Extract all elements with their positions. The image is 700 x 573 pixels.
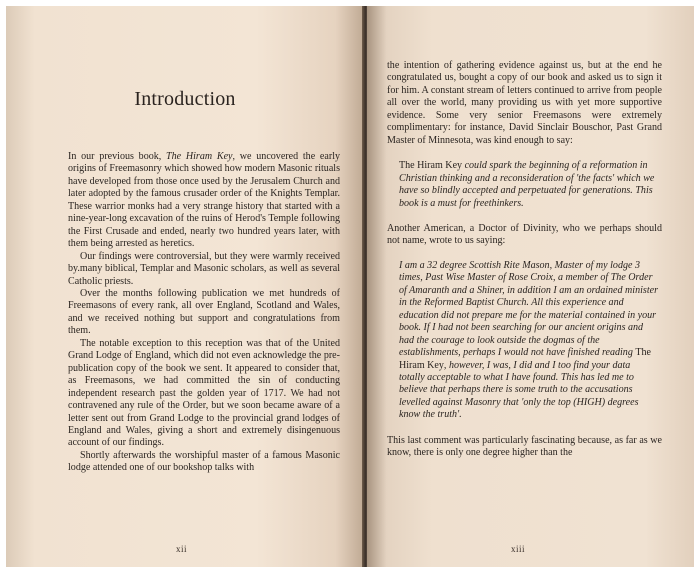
paragraph-5: Shortly afterwards the worshipful master of a famous Masonic lodge attended one of our bookshop talks with <box>68 449 340 474</box>
quote-divinity-book-title: The Hiram Key <box>399 347 651 371</box>
paragraph-3: Over the months following publication we met hundreds of Freemasons of every rank, all over England, Scotland and Wales, and we received nothing but support and congratulations from them. <box>68 287 340 337</box>
book-title-italic: The Hiram Key <box>166 151 233 162</box>
right-body-text <box>387 60 662 460</box>
book-spread <box>6 6 694 567</box>
paragraph-4: The notable exception to this reception was that of the United Grand Lodge of England, which did not even acknowledge the pre-publication copy of the book we sent. It appeared to consider that, as Freemasons, we had committed the sin of conducting independent research past the golden year of 1717. We had not contravened any rule of the Order, but we soon became aware of a letter sent out from Grand Lodge to the provincial grand lodges of England and Wales, giving a short and extremely disingenuous account of our findings. <box>68 337 340 449</box>
right-paragraph-2: Another American, a Doctor of Divinity, who we perhaps should not name, wrote to us saying: <box>387 222 662 247</box>
paragraph-1 <box>68 151 340 251</box>
chapter-title: Introduction <box>134 88 236 110</box>
quote-bouschor <box>387 160 662 210</box>
left-page <box>6 6 364 567</box>
paragraph-2: Our findings were controversial, but they were warmly received by.many biblical, Templar and Masonic scholars, as well as several Catholic priests. <box>68 250 340 287</box>
quote-bouschor-text: could spark the beginning of a reformation in Christian thinking and a reconsideration of 'the facts' which we have so blindly accepted and perpetuated for generations. This book is a must for freethinkers. <box>399 160 655 209</box>
quote-book-title: The Hiram Key <box>399 160 463 172</box>
left-page-number: xii <box>176 544 188 554</box>
right-page <box>367 6 694 567</box>
paragraph-1-start: In our previous book, <box>68 151 167 162</box>
quote-divinity-part-1: I am a 32 degree Scottish Rite Mason, Master of my lodge 3 times, Past Wise Master of Rose Croix, a member of The Order of Amaranth and a Shiner, in addition I am an ordained minister in the Reformed Baptist Church. All this experience and education did not prepare me for the material contained in your book. If I had not been searching for our ancient origins and had the courage to look outside the dogmas of the establishments, perhaps I would not have finished reading <box>399 259 658 359</box>
quote-divinity-part-2: , however, I was, I did and I too find your data totally acceptable to what I have found. This has led me to believe that perhaps there is some truth to the accusations levelled against Masonry that 'only the top (HIGH) degrees know the truth'. <box>399 359 639 421</box>
right-page-number: xiii <box>511 544 526 554</box>
left-body-text <box>68 151 340 475</box>
right-paragraph-3: This last comment was particularly fascinating because, as far as we know, there is only one degree higher than the <box>387 434 662 459</box>
paragraph-1-rest: , we uncovered the early origins of Freemasonry which showed how modern Masonic rituals have developed from those once used by the Jerusalem Church and later adopted by the famous crusader order of the Knights Templar. These warrior monks had a very strange history that started with a nine-year-long excavation of the ruins of Herod's Temple following the First Crusade and ended, nearly two hundred years later, with them being arrested as heretics. <box>68 151 341 250</box>
quote-divinity-doctor <box>387 260 662 422</box>
right-paragraph-1: the intention of gathering evidence against us, but at the end he congratulated us, bought a copy of our book and asked us to sign it for him. A constant stream of letters continued to arrive from people all over the world, many providing us with yet more supportive evidence. Some very senior Freemasons were extremely complimentary: for instance, David Sinclair Bouschor, Past Grand Master of Minnesota, was kind enough to say: <box>387 60 662 146</box>
